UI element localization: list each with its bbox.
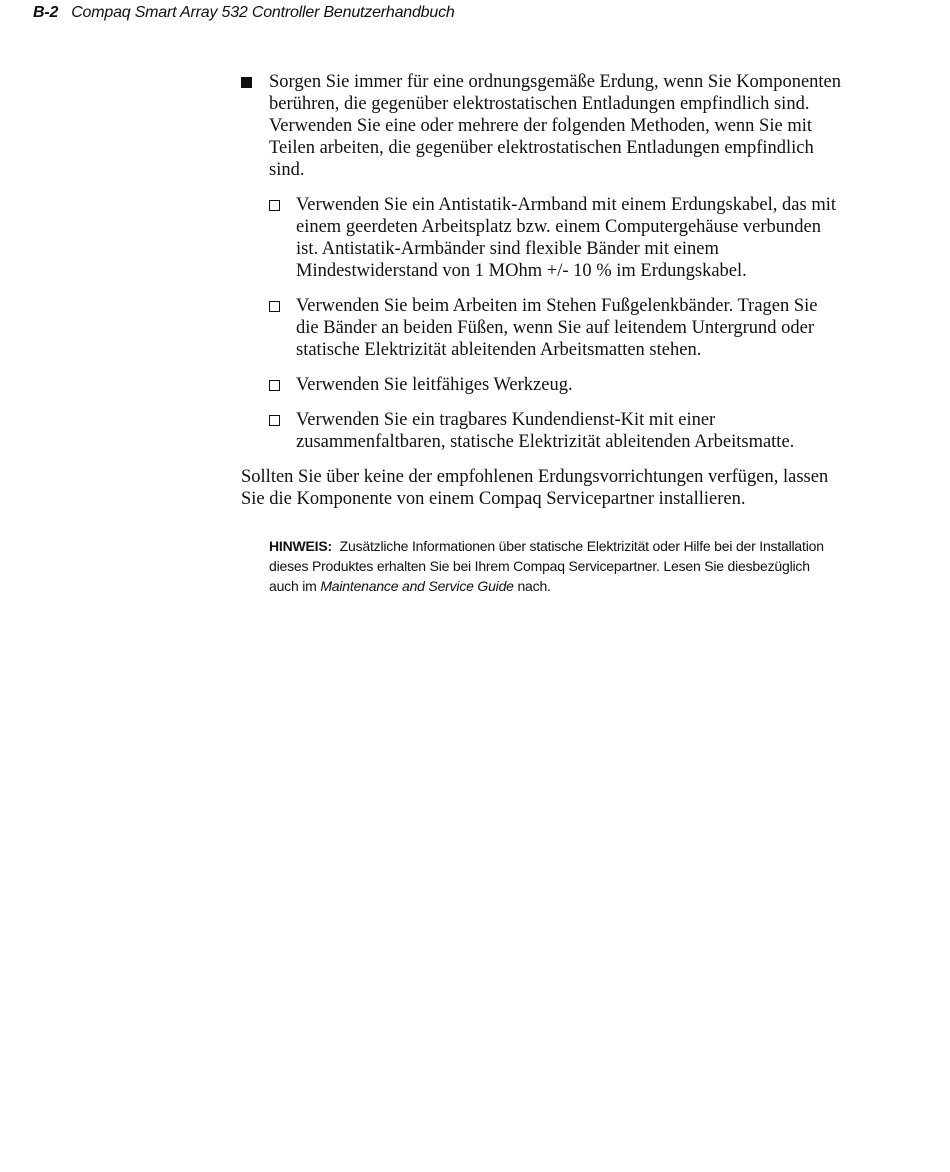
- sub-list-item-text: Verwenden Sie leitfähiges Werkzeug.: [296, 375, 573, 395]
- note-label: HINWEIS:: [269, 538, 332, 554]
- checkbox-bullet-icon: [269, 415, 280, 426]
- page-number: B-2: [33, 4, 59, 21]
- document-title: Compaq Smart Array 532 Controller Benutzerhandbuch: [71, 4, 455, 21]
- checkbox-bullet-icon: [269, 301, 280, 312]
- checkbox-bullet-icon: [269, 200, 280, 211]
- square-bullet-icon: [241, 77, 252, 88]
- note-text: Zusätzliche Informationen über statische Elektrizität oder Hilfe bei der Installation dieses Produktes erhalten Sie bei Ihrem Compaq Servicepartner. Lesen Sie diesbezüglich auch im: [269, 538, 824, 594]
- page-content: [241, 71, 841, 596]
- note-text-end: nach.: [517, 578, 551, 594]
- note-box: [269, 536, 841, 596]
- checkbox-bullet-icon: [269, 380, 280, 391]
- bullet-item-text: Sorgen Sie immer für eine ordnungsgemäße Erdung, wenn Sie Komponenten berühren, die gegenüber elektrostatischen Entladungen empfindlich sind. Verwenden Sie eine oder mehrere der folgenden Methoden, wenn Sie mit Teilen arbeiten, die gegenüber elektrostatischen Entladungen empfindlich sind.: [269, 72, 842, 180]
- sub-list-item-text: Verwenden Sie ein tragbares Kundendienst-Kit mit einer zusammenfaltbaren, statische Elektrizität ableitenden Arbeitsmatte.: [296, 410, 795, 452]
- sub-list-item: [269, 409, 841, 453]
- sub-list: [269, 194, 841, 453]
- note-guide-title: Maintenance and Service Guide: [320, 578, 514, 594]
- sub-list-item-text: Verwenden Sie beim Arbeiten im Stehen Fußgelenkbänder. Tragen Sie die Bänder an beiden Füßen, wenn Sie auf leitendem Untergrund oder statische Elektrizität ableitenden Arbeitsmatten stehen.: [296, 296, 818, 360]
- sub-list-item: [269, 295, 841, 361]
- bullet-item: [241, 71, 841, 181]
- sub-list-item-text: Verwenden Sie ein Antistatik-Armband mit einem Erdungskabel, das mit einem geerdeten Arbeitsplatz bzw. einem Computergehäuse verbunden ist. Antistatik-Armbänder sind flexible Bänder mit einem Mindestwiderstand von 1 MOhm +/- 10 % im Erdungskabel.: [296, 195, 836, 281]
- body-paragraph: Sollten Sie über keine der empfohlenen Erdungsvorrichtungen verfügen, lassen Sie die Komponente von einem Compaq Servicepartner installieren.: [241, 467, 829, 509]
- sub-list-item: [269, 374, 841, 396]
- sub-list-item: [269, 194, 841, 282]
- page-header: [33, 4, 455, 22]
